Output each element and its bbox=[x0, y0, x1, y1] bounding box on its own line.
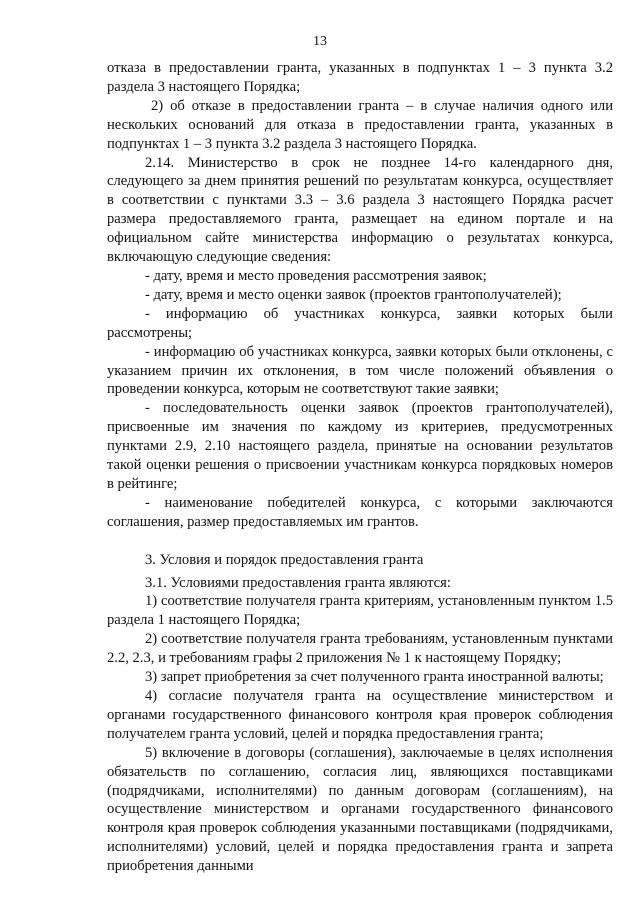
list-item: - информацию об участниках конкурса, заявки которых были отклонены, с указанием причин их отклонения, в том числе положений объявления о проведении конкурса, которым не соответствуют такие заявки; bbox=[107, 343, 613, 398]
list-item: 2) соответствие получателя гранта требованиям, установленным пунктами 2.2, 2.3, и требованиям графы 2 приложения № 1 к настоящему Порядку; bbox=[107, 631, 613, 667]
list-item: - дату, время и место проведения рассмотрения заявок; bbox=[145, 267, 487, 284]
paragraph: 2.14. Министерство в срок не позднее 14-го календарного дня, следующего за днем принятия решений по результатам конкурса, осуществляет в соответствии с пунктами 3.3 – 3.6 раздела 3 настоящего Порядка расчет размера предоставляемого гранта, размещает на едином портале и на официальном сайте министерства информацию о результатах конкурса, включающую следующие сведения: bbox=[107, 154, 613, 266]
list-item: 5) включение в договоры (соглашения), заключаемые в целях исполнения обязательств по соглашению, согласия лиц, являющихся поставщиками (подрядчиками, исполнителями) по данным договорам (соглашениям), на осуществление министерством и органами государственного финансового контроля края проверок соблюдения указанными поставщиками (подрядчиками, исполнителями) условий, целей и порядка предоставления гранта и запрета приобретения данными bbox=[107, 744, 613, 875]
paragraph: 2) об отказе в предоставлении гранта – в случае наличия одного или нескольких оснований для отказа в предоставлении гранта, указанных в подпунктах 1 – 3 пункта 3.2 раздела 3 настоящего Порядка. bbox=[107, 97, 613, 152]
section-heading: 3. Условия и порядок предоставления гранта bbox=[145, 551, 424, 568]
page-number: 13 bbox=[313, 34, 327, 49]
document-body bbox=[107, 59, 613, 876]
paragraph: отказа в предоставлении гранта, указанных в подпунктах 1 – 3 пункта 3.2 раздела 3 настоящего Порядка; bbox=[107, 60, 613, 95]
spacer bbox=[107, 532, 613, 551]
list-item: - наименование победителей конкурса, с которыми заключаются соглашения, размер предоставляемых им грантов. bbox=[107, 494, 613, 530]
list-item: - последовательность оценки заявок (проектов грантополучателей), присвоенные им значения по каждому из критериев, предусмотренных пунктами 2.9, 2.10 настоящего раздела, принятые на основании результатов такой оценки решения о присвоении участникам конкурса порядковых номеров в рейтинге; bbox=[107, 400, 613, 492]
list-item: 1) соответствие получателя гранта критериям, установленным пунктом 1.5 раздела 1 настоящего Порядка; bbox=[107, 593, 613, 629]
list-item: - дату, время и место оценки заявок (проектов грантополучателей); bbox=[145, 286, 562, 303]
paragraph: 3.1. Условиями предоставления гранта являются: bbox=[145, 574, 451, 591]
list-item: - информацию об участниках конкурса, заявки которых были рассмотрены; bbox=[107, 305, 613, 341]
list-item: 4) согласие получателя гранта на осуществление министерством и органами государственного финансового контроля края проверок соблюдения получателем гранта условий, целей и порядка предоставления гранта; bbox=[107, 688, 613, 742]
list-item: 3) запрет приобретения за счет полученного гранта иностранной валюты; bbox=[145, 669, 604, 686]
